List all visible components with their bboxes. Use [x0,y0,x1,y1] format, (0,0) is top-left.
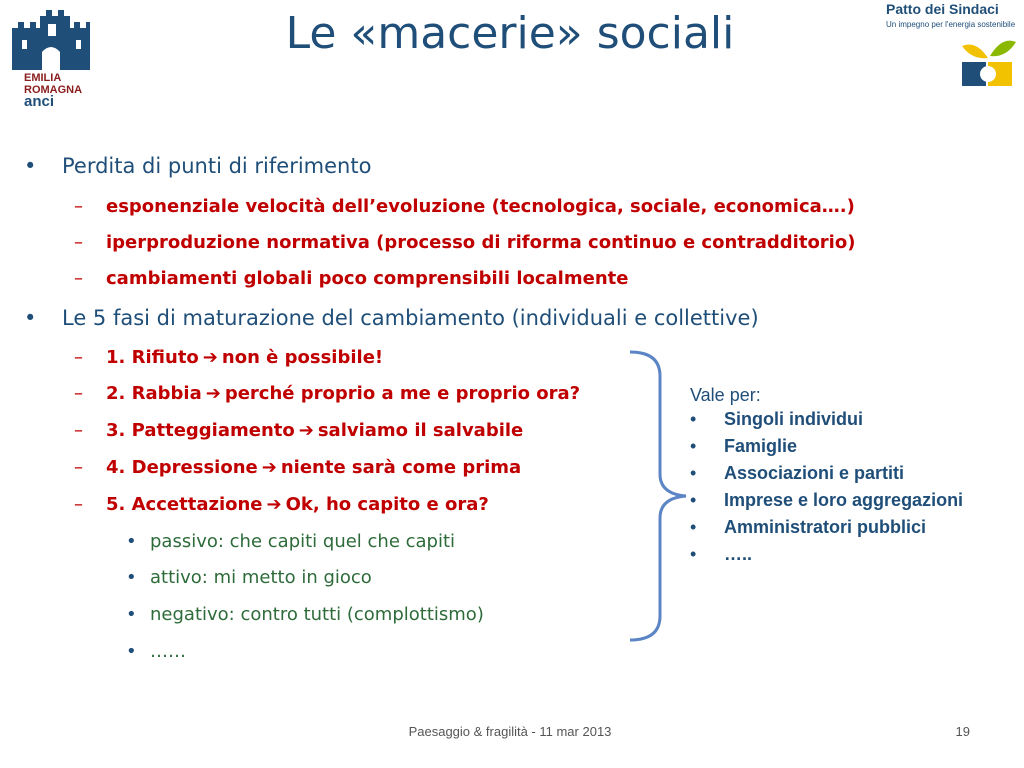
fase-name: 2. Rabbia [106,383,202,404]
sub-bullet-cambiamenti [74,268,628,289]
fase-description: non è possibile! [221,347,384,368]
vale-item [690,487,963,514]
castle-icon [10,6,92,70]
fase-description: perché proprio a me e proprio ora? [224,383,581,404]
vale-item [690,541,963,568]
vale-item-text: Famiglie [724,436,798,456]
bullet-dot-icon: • [690,463,697,483]
sub-sub-bullet-text: …… [150,641,186,662]
anci-logo-text [24,72,82,108]
bullet-dot-icon: • [24,306,37,330]
bullet-dot-icon: • [126,567,137,588]
right-arrow-icon: ➔ [261,457,277,478]
sub-bullet-velocita [74,196,855,217]
vale-per-title: Vale per: [690,385,761,405]
dash-icon: – [74,232,83,253]
fase-accettazione [74,494,489,515]
dash-icon: – [74,420,83,441]
bullet-dot-icon: • [690,436,697,456]
footer-text: Paesaggio & fragilità - 11 mar 2013 [408,724,612,739]
fase-description: niente sarà come prima [280,457,522,478]
page-number: 19 [955,724,970,739]
bullet-dot-icon: • [126,641,137,662]
sub-bullet-iperproduzione [74,232,855,253]
fase-rifiuto [74,347,383,368]
sub-sub-bullet-attivo [126,567,372,588]
sub-sub-bullet-ellipsis [126,641,186,662]
fase-description: Ok, ho capito e ora? [285,494,489,515]
sub-sub-bullet-negativo [126,604,484,625]
dash-icon: – [74,457,83,478]
logo-line-romagna: ROMAGNA [24,84,83,96]
bullet-text: Le 5 fasi di maturazione del cambiamento (individuali e collettive) [62,306,759,330]
bullet-dot-icon: • [126,604,137,625]
bullet-dot-icon: • [690,544,697,564]
fase-depressione [74,457,521,478]
sub-sub-bullet-text: attivo: mi metto in gioco [150,567,372,588]
right-arrow-icon: ➔ [298,420,314,441]
bullet-dot-icon: • [126,531,137,552]
vale-item-text: Amministratori pubblici [724,517,927,537]
sub-bullet-text: esponenziale velocità dell’evoluzione (tecnologica, sociale, economica….) [106,196,855,217]
sub-sub-bullet-text: negativo: contro tutti (complottismo) [150,604,484,625]
vale-item-text: Imprese e loro aggregazioni [724,490,964,510]
patto-subtitle: Un impegno per l'energia sostenibile [886,20,1016,29]
dash-icon: – [74,347,83,368]
sub-sub-bullet-text: passivo: che capiti quel che capiti [150,531,456,552]
vale-item-text: Associazioni e partiti [724,463,905,483]
logo-line-emilia: EMILIA [24,72,62,84]
fase-name: 3. Patteggiamento [106,420,295,441]
patto-dei-sindaci-logo-icon [958,30,1018,90]
vale-item [690,433,963,460]
bullet-5-fasi [24,306,759,330]
right-arrow-icon: ➔ [266,494,282,515]
fase-name: 5. Accettazione [106,494,263,515]
slide-title: Le «macerie» sociali [285,8,735,59]
right-arrow-icon: ➔ [205,383,221,404]
bullet-text: Perdita di punti di riferimento [62,154,372,178]
right-arrow-icon: ➔ [202,347,218,368]
dash-icon: – [74,268,83,289]
sub-sub-bullet-passivo [126,531,455,552]
vale-item-text: Singoli individui [724,409,863,429]
fase-description: salviamo il salvabile [317,420,524,441]
vale-item [690,406,963,433]
curly-brace-icon [624,346,694,646]
fase-patteggiamento [74,420,523,441]
dash-icon: – [74,196,83,217]
dash-icon: – [74,494,83,515]
vale-item [690,514,963,541]
bullet-dot-icon: • [690,409,697,429]
fase-name: 4. Depressione [106,457,258,478]
vale-item [690,460,963,487]
dash-icon: – [74,383,83,404]
vale-item-text: ….. [724,544,753,564]
bullet-dot-icon: • [24,154,37,178]
fase-rabbia [74,383,580,404]
patto-dei-sindaci-text [886,2,1015,32]
bullet-dot-icon: • [690,517,697,537]
sub-bullet-text: iperproduzione normativa (processo di riforma continuo e contradditorio) [106,232,856,253]
logo-line-anci: anci [24,93,55,110]
fase-name: 1. Rifiuto [106,347,199,368]
bullet-perdita [24,154,371,178]
bullet-dot-icon: • [690,490,697,510]
vale-per-box [690,384,963,568]
patto-title: Patto dei Sindaci [886,1,999,17]
sub-bullet-text: cambiamenti globali poco comprensibili localmente [106,268,629,289]
